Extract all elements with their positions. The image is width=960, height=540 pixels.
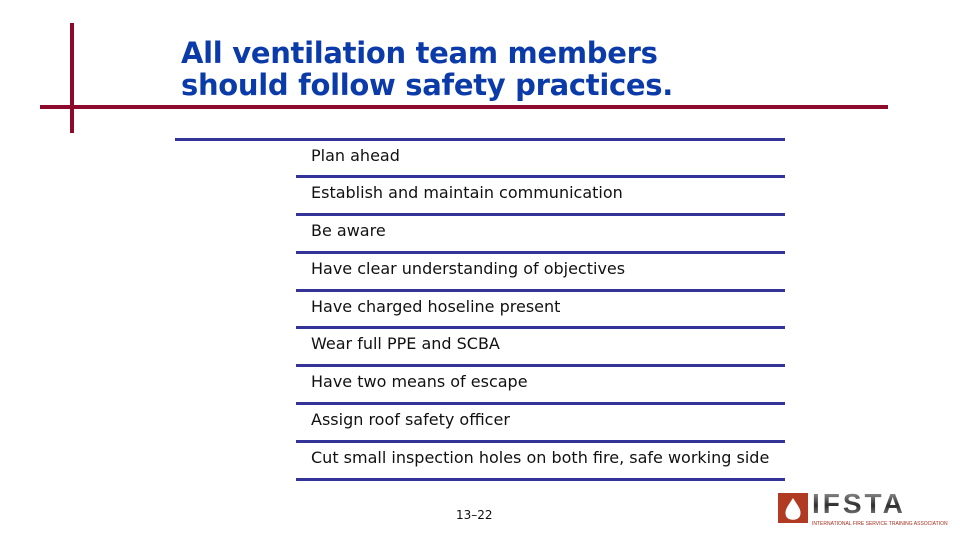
logo-subtitle: INTERNATIONAL FIRE SERVICE TRAINING ASSOCIATION: [812, 521, 948, 527]
page-number: 13–22: [456, 508, 493, 522]
list-divider: [296, 175, 785, 178]
decorative-vertical-line: [70, 23, 74, 133]
list-divider: [296, 251, 785, 254]
list-divider: [296, 364, 785, 367]
list-item: Be aware: [311, 221, 386, 240]
list-item: Wear full PPE and SCBA: [311, 334, 500, 353]
list-divider: [175, 138, 785, 141]
list-divider: [296, 326, 785, 329]
list-divider: [296, 440, 785, 443]
list-item: Cut small inspection holes on both fire, safe working side: [311, 448, 770, 467]
list-item: Have charged hoseline present: [311, 297, 561, 316]
logo-wordmark: IFSTA: [812, 490, 950, 518]
list-divider: [296, 289, 785, 292]
list-item: Assign roof safety officer: [311, 410, 510, 429]
list-item: Plan ahead: [311, 146, 400, 165]
list-divider: [296, 478, 785, 481]
title-line-1: All ventilation team members: [181, 36, 658, 70]
title-line-2: should follow safety practices.: [181, 68, 673, 102]
list-item: Have clear understanding of objectives: [311, 259, 626, 278]
ifsta-logo: [778, 490, 950, 530]
list-divider: [296, 402, 785, 405]
flame-badge-icon: [778, 493, 808, 523]
list-item: Have two means of escape: [311, 372, 528, 391]
decorative-horizontal-line: [40, 105, 888, 109]
slide-title: [181, 37, 673, 101]
list-item: Establish and maintain communication: [311, 183, 623, 202]
list-divider: [296, 213, 785, 216]
